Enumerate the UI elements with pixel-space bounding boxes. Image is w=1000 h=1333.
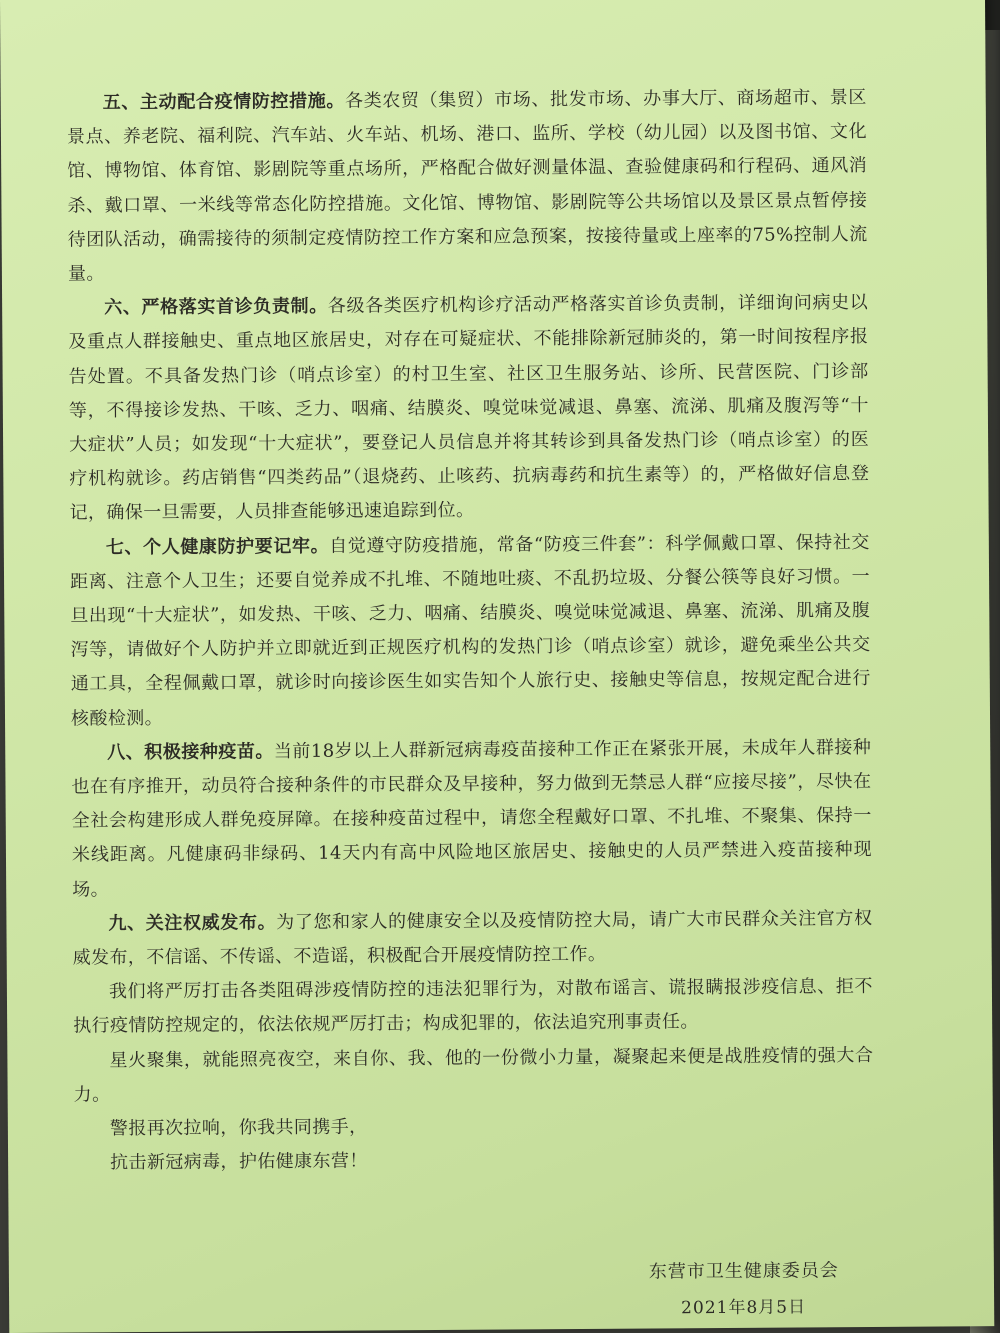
slogan-line-2: 抗击新冠病毒，护佑健康东营！: [110, 1150, 368, 1174]
notice-body: [67, 81, 875, 1181]
section-9-heading: 九、关注权威发布。: [108, 911, 277, 935]
closing-paragraph-warning: 我们将严厉打击各类阻碍涉疫情防控的违法犯罪行为，对散布谣言、谎报瞒报涉疫信息、拒不执行疫情防控规定的，依法依规严厉打击；构成犯罪的，依法追究刑事责任。: [73, 976, 873, 1037]
signature-organization: 东营市卫生健康委员会: [648, 1260, 839, 1283]
section-6: [68, 286, 870, 531]
section-8-text: 当前18岁以上人群新冠病毒疫苗接种工作正在紧张开展，未成年人群接种也在有序推开，动员符合接种条件的市民群众及早接种，努力做到无禁忌人群“应接尽接”，尽快在全社会构建形成人群免疫屏障。在接种疫苗过程中，请您全程戴好口罩、不扎堆、不聚集、保持一米线距离。凡健康码非绿码、14天内有高中风险地区旅居史、接触史的人员严禁进入疫苗接种现场。: [71, 736, 873, 901]
section-6-heading: 六、严格落实首诊负责制。: [104, 295, 328, 319]
section-7: [70, 526, 871, 737]
signature-date: 2021年8月5日: [681, 1297, 807, 1319]
section-8-heading: 八、积极接种疫苗。: [107, 740, 274, 764]
closing-paragraph-unity: 星火聚集，就能照亮夜空，来自你、我、他的一份微小力量，凝聚起来便是战胜疫情的强大合力。: [73, 1044, 874, 1106]
section-8: [71, 731, 872, 908]
section-5-text: 各类农贸（集贸）市场、批发市场、办事大厅、商场超市、景区景点、养老院、福利院、汽车站、火车站、机场、港口、监所、学校（幼儿园）以及图书馆、文化馆、博物馆、体育馆、影剧院等重点场所，严格配合做好测量体温、查验健康码和行程码、通风消杀、戴口罩、一米线等常态化防控措施。文化馆、博物馆、影剧院等公共场馆以及景区景点暂停接待团队活动，确需接待的须制定疫情防控工作方案和应急预案，按接待量或上座率的75%控制人流量。: [66, 86, 868, 285]
section-7-heading: 七、个人健康防护要记牢。: [105, 535, 330, 558]
section-7-text: 自觉遵守防疫措施，常备“防疫三件套”：科学佩戴口罩、保持社交距离、注意个人卫生；还要自觉养成不扎堆、不随地吐痰、不乱扔垃圾、分餐公筷等良好习惯。一旦出现“十大症状”，如发热、干咳、乏力、咽痛、结膜炎、嗅觉味觉减退、鼻塞、流涕、肌痛及腹泻等，请做好个人防护并立即就近到正规医疗机构的发热门诊（哨点诊室）就诊，避免乘坐公共交通工具，全程佩戴口罩，就诊时向接诊医生如实告知个人旅行史、接触史等信息，按规定配合进行核酸检测。: [69, 531, 871, 730]
section-6-text: 各级各类医疗机构诊疗活动严格落实首诊负责制，详细询问病史以及重点人群接触史、重点地区旅居史，对存在可疑症状、不能排除新冠肺炎的，第一时间按程序报告处置。不具备发热门诊（哨点诊室）的村卫生室、社区卫生服务站、诊所、民营医院、门诊部等，不得接诊发热、干咳、乏力、咽痛、结膜炎、嗅觉味觉减退、鼻塞、流涕、肌痛及腹泻等“十大症状”人员；如发现“十大症状”，要登记人员信息并将其转诊到具备发热门诊（哨点诊室）的医疗机构就诊。药店销售“四类药品”（退烧药、止咳药、抗病毒药和抗生素等）的，严格做好信息登记，确保一旦需要，人员排查能够迅速追踪到位。: [68, 292, 870, 524]
slogan-line-1: 警报再次拉响，你我共同携手，: [109, 1116, 368, 1140]
section-5-heading: 五、主动配合疫情防控措施。: [102, 90, 346, 114]
section-5: [67, 81, 868, 292]
section-9-text: 为了您和家人的健康安全以及疫情防控大局，请广大市民群众关注官方权威发布，不信谣、不传谣、不造谣，积极配合开展疫情防控工作。: [72, 907, 873, 969]
section-9: [72, 902, 872, 976]
